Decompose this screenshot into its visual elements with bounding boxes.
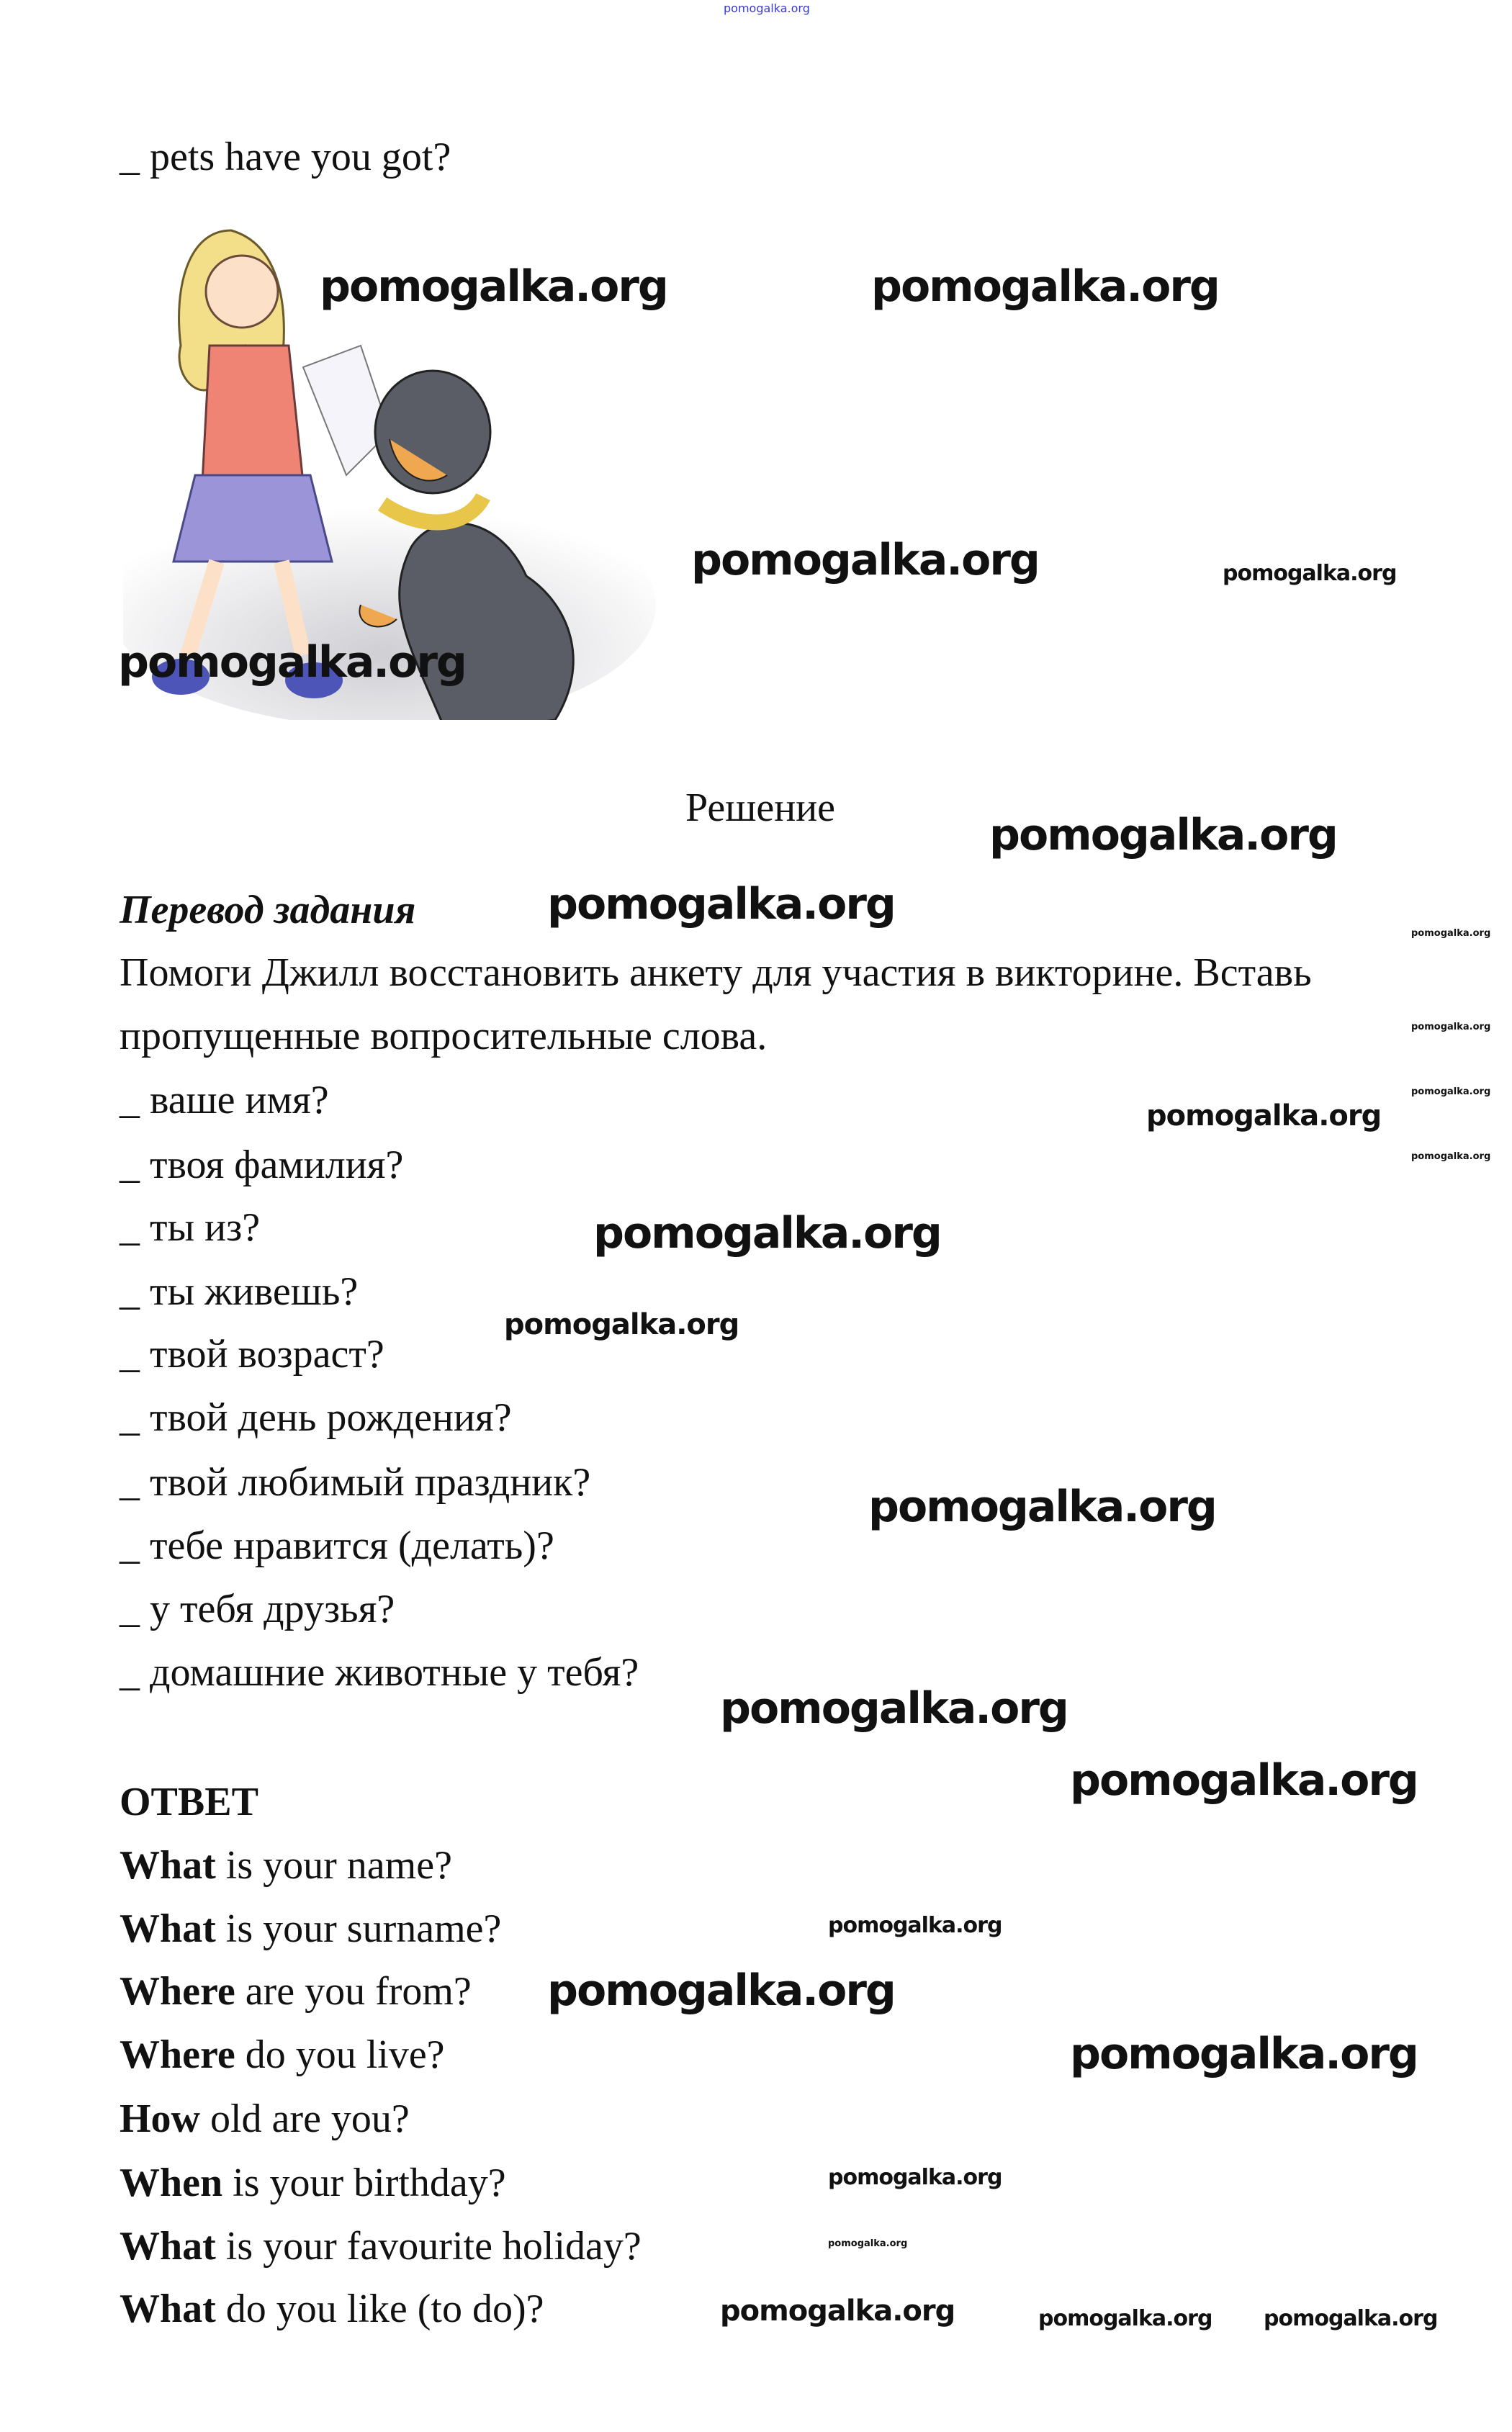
- answer-item: [120, 1845, 452, 1886]
- question-word: How: [120, 2097, 200, 2141]
- watermark: pomogalka.org: [871, 261, 1219, 312]
- watermark: pomogalka.org: [1411, 1151, 1491, 1162]
- watermark: pomogalka.org: [828, 1913, 1002, 1938]
- answer-rest: is your birthday?: [222, 2161, 506, 2205]
- watermark: pomogalka.org: [720, 2294, 955, 2328]
- answer-item: [120, 2163, 506, 2203]
- answer-item: [120, 1906, 502, 1951]
- watermark: pomogalka.org: [118, 637, 466, 688]
- answer-item: [120, 2032, 445, 2077]
- translation-item: _ тебе нравится (делать)?: [120, 1523, 554, 1568]
- answer-rest: is your favourite holiday?: [215, 2224, 642, 2269]
- answer-rest: do you like (to do)?: [215, 2287, 544, 2331]
- watermark: pomogalka.org: [320, 261, 667, 312]
- watermark: pomogalka.org: [1264, 2306, 1438, 2331]
- answer-rest: old are you?: [200, 2097, 410, 2141]
- translation-paragraph-line: пропущенные вопросительные слова.: [120, 1014, 768, 1058]
- watermark: pomogalka.org: [989, 810, 1337, 860]
- translation-item: _ у тебя друзья?: [120, 1587, 395, 1631]
- watermark: pomogalka.org: [1411, 1022, 1491, 1032]
- watermark: pomogalka.org: [1223, 561, 1397, 586]
- watermark: pomogalka.org: [828, 2165, 1002, 2190]
- answer-item: [120, 2099, 410, 2139]
- watermark: pomogalka.org: [1038, 2306, 1212, 2331]
- translation-item: _ ваше имя?: [120, 1078, 329, 1122]
- translation-item: _ ты живешь?: [120, 1269, 359, 1314]
- translation-paragraph-line: Помоги Джилл восстановить анкету для участия в викторине. Вставь: [120, 950, 1312, 995]
- translation-item: _ твоя фамилия?: [120, 1143, 404, 1187]
- translation-item: _ домашние животные у тебя?: [120, 1650, 639, 1695]
- translation-heading: Перевод задания: [120, 888, 416, 932]
- translation-item: _ твой возраст?: [120, 1332, 384, 1377]
- watermark: pomogalka.org: [691, 535, 1039, 585]
- watermark: pomogalka.org: [593, 1208, 941, 1258]
- question-word: Where: [120, 1969, 235, 2014]
- watermark: pomogalka.org: [868, 1482, 1216, 1532]
- question-word: What: [120, 1906, 216, 1951]
- watermark: pomogalka.org: [547, 879, 895, 929]
- question-word: When: [120, 2161, 223, 2205]
- header-watermark[interactable]: pomogalka.org: [724, 1, 810, 15]
- question-word: What: [120, 2224, 216, 2269]
- translation-item: _ твой любимый праздник?: [120, 1460, 591, 1505]
- answer-rest: are you from?: [235, 1969, 472, 2014]
- answer-heading: ОТВЕТ: [120, 1780, 258, 1824]
- watermark: pomogalka.org: [720, 1683, 1068, 1734]
- watermark: pomogalka.org: [547, 1965, 895, 2016]
- task-last-line: _ pets have you got?: [120, 135, 451, 179]
- answer-item: [120, 2224, 642, 2269]
- translation-item: _ ты из?: [120, 1205, 261, 1250]
- solution-title: Решение: [685, 785, 836, 830]
- answer-rest: is your name?: [215, 1843, 452, 1888]
- watermark: pomogalka.org: [828, 2238, 908, 2249]
- answer-item: [120, 2289, 544, 2329]
- answer-item: [120, 1971, 472, 2012]
- watermark: pomogalka.org: [1411, 1086, 1491, 1097]
- watermark: pomogalka.org: [504, 1308, 739, 1341]
- watermark: pomogalka.org: [1411, 928, 1491, 939]
- translation-item: _ твой день рождения?: [120, 1395, 512, 1440]
- answer-rest: do you live?: [235, 2032, 445, 2077]
- watermark: pomogalka.org: [1070, 2029, 1418, 2079]
- question-word: Where: [120, 2032, 235, 2077]
- watermark: pomogalka.org: [1146, 1099, 1382, 1132]
- question-word: What: [120, 2287, 216, 2331]
- answer-rest: is your surname?: [215, 1906, 502, 1951]
- question-word: What: [120, 1843, 216, 1888]
- watermark: pomogalka.org: [1070, 1755, 1418, 1806]
